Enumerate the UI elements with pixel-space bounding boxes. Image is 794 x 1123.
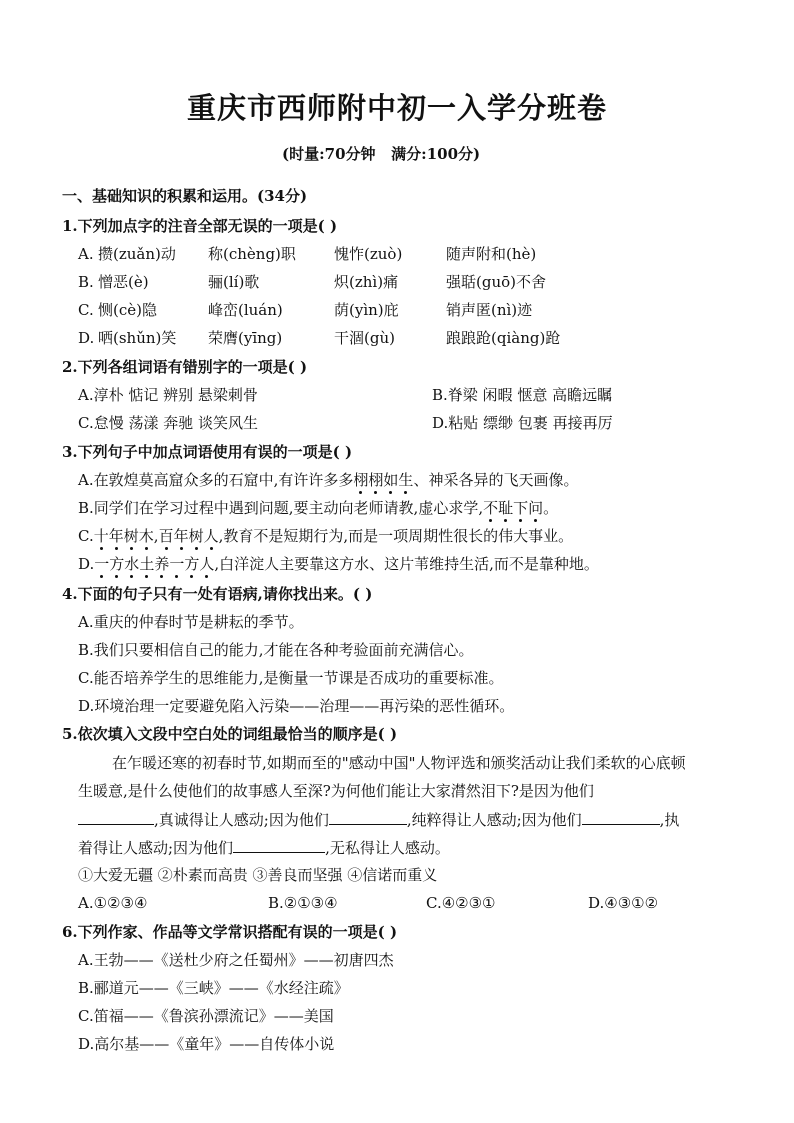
q6-option-a: A.王勃——《送杜少府之任蜀州》——初唐四杰 (78, 951, 394, 969)
option-text: B.同学们在学习过程中遇到问题,要主动向老师请教,虚心求学, (78, 499, 484, 517)
q2-option-a: A.淳朴 惦记 辨别 悬梁刺骨 (78, 386, 258, 404)
q3-option-d (78, 554, 599, 574)
q1-option-d-item: 踉踉跄(qiàng)跄 (446, 329, 561, 347)
q1-option-c-label: C. (78, 301, 94, 319)
option-text: 。 (543, 499, 559, 517)
q3-option-a (78, 470, 578, 490)
q6-option-b: B.郦道元——《三峡》——《水经注疏》 (78, 979, 349, 997)
q1-option-d-item: 干涸(gù) (334, 329, 395, 347)
question-4-stem: 4.下面的句子只有一处有语病,请你找出来。( ) (62, 585, 373, 603)
option-text: 、神采各异的飞天画像。 (413, 471, 579, 489)
dotted-phrase: 栩栩如生 (353, 471, 414, 489)
q1-option-c-item: 荫(yìn)庇 (334, 301, 399, 319)
q5-option-c: C.④②③① (426, 894, 496, 912)
passage-text: ,无私得让人感动。 (325, 839, 450, 857)
q4-option-a: A.重庆的仲春时节是耕耘的季节。 (78, 613, 304, 631)
q6-option-c: C.笛福——《鲁滨孙漂流记》——美国 (78, 1007, 334, 1025)
q4-option-c: C.能否培养学生的思维能力,是衡量一节课是否成功的重要标准。 (78, 669, 504, 687)
option-text: C. (78, 527, 94, 545)
q1-option-b-item: 强聒(guō)不舍 (446, 273, 546, 291)
q1-option-a-item: 随声附和(hè) (446, 245, 537, 263)
q1-option-b-label: B. (78, 273, 94, 291)
question-2-stem: 2.下列各组词语有错别字的一项是( ) (62, 358, 308, 376)
q1-option-a-item: 攒(zuǎn)动 (98, 245, 176, 263)
q1-option-a-item: 称(chèng)职 (208, 245, 296, 263)
question-3-stem: 3.下列句子中加点词语使用有误的一项是( ) (62, 443, 353, 461)
option-text: D. (78, 555, 95, 573)
fill-blank (329, 809, 407, 825)
question-5-stem: 5.依次填入文段中空白处的词组最恰当的顺序是( ) (62, 725, 398, 743)
q1-option-d-label: D. (78, 329, 95, 347)
question-6-stem: 6.下列作家、作品等文学常识搭配有误的一项是( ) (62, 923, 398, 941)
option-text: A.在敦煌莫高窟众多的石窟中,有许许多多 (78, 471, 354, 489)
q2-option-c: C.怠慢 荡漾 奔驰 谈笑风生 (78, 414, 259, 432)
q4-option-d: D.环境治理一定要避免陷入污染——治理——再污染的恶性循环。 (78, 697, 515, 715)
fill-blank (582, 809, 660, 825)
question-1-stem: 1.下列加点字的注音全部无误的一项是( ) (62, 217, 338, 235)
q5-passage-line (78, 809, 679, 830)
q4-option-b: B.我们只要相信自己的能力,才能在各种考验面前充满信心。 (78, 641, 474, 659)
q6-option-d: D.高尔基——《童年》——自传体小说 (78, 1035, 335, 1053)
q5-passage-line: 在乍暖还寒的初春时节,如期而至的"感动中国"人物评选和颁奖活动让我们柔软的心底顿 (112, 754, 686, 772)
q5-option-a: A.①②③④ (78, 894, 148, 912)
q5-choices: ①大爱无疆 ②朴素而高贵 ③善良而坚强 ④信诺而重义 (78, 866, 438, 884)
q5-passage-line (78, 837, 450, 858)
fill-blank (233, 837, 325, 853)
q5-passage-line: 生暖意,是什么使他们的故事感人至深?为何他们能让大家潸然泪下?是因为他们 (78, 782, 594, 800)
q3-option-b (78, 498, 558, 518)
q1-option-c-item: 峰峦(luán) (208, 301, 283, 319)
passage-text: 着得让人感动;因为他们 (78, 839, 234, 857)
q1-option-a-label: A. (78, 245, 94, 263)
passage-text: ,真诚得让人感动;因为他们 (154, 811, 329, 829)
q1-option-d-item: 荣膺(yīng) (208, 329, 283, 347)
page-title: 重庆市西师附中初一入学分班卷 (186, 91, 607, 125)
fill-blank (78, 809, 154, 825)
q1-option-c-item: 恻(cè)隐 (98, 301, 157, 319)
passage-text: ,纯粹得让人感动;因为他们 (406, 811, 582, 829)
q2-option-d: D.粘贴 缥缈 包裹 再接再厉 (432, 414, 613, 432)
exam-info: (时量:70分钟 满分:100分) (282, 145, 481, 163)
q1-option-b-item: 骊(lí)歌 (208, 273, 260, 291)
q1-option-b-item: 炽(zhì)痛 (334, 273, 399, 291)
passage-text: ,执 (659, 811, 680, 829)
option-text: ,教育不是短期行为,而是一项周期性很长的伟大事业。 (218, 527, 574, 545)
option-text: ,白洋淀人主要靠这方水、这片苇维持生活,而不是靠种地。 (214, 555, 599, 573)
q1-option-d-item: 哂(shǔn)笑 (98, 329, 177, 347)
q3-option-c (78, 526, 573, 546)
q5-option-b: B.②①③④ (268, 894, 338, 912)
q2-option-b: B.脊梁 闲暇 惬意 高瞻远瞩 (432, 386, 613, 404)
q1-option-c-item: 销声匿(nì)迹 (446, 301, 533, 319)
dotted-phrase: 十年树木,百年树人 (93, 527, 219, 545)
dotted-phrase: 不耻下问 (483, 499, 544, 517)
q5-option-d: D.④③①② (588, 894, 659, 912)
q1-option-b-item: 憎恶(è) (98, 273, 149, 291)
section-heading: 一、基础知识的积累和运用。(34分) (62, 187, 308, 205)
dotted-phrase: 一方水土养一方人 (94, 555, 215, 573)
q1-option-a-item: 愧怍(zuò) (334, 245, 403, 263)
